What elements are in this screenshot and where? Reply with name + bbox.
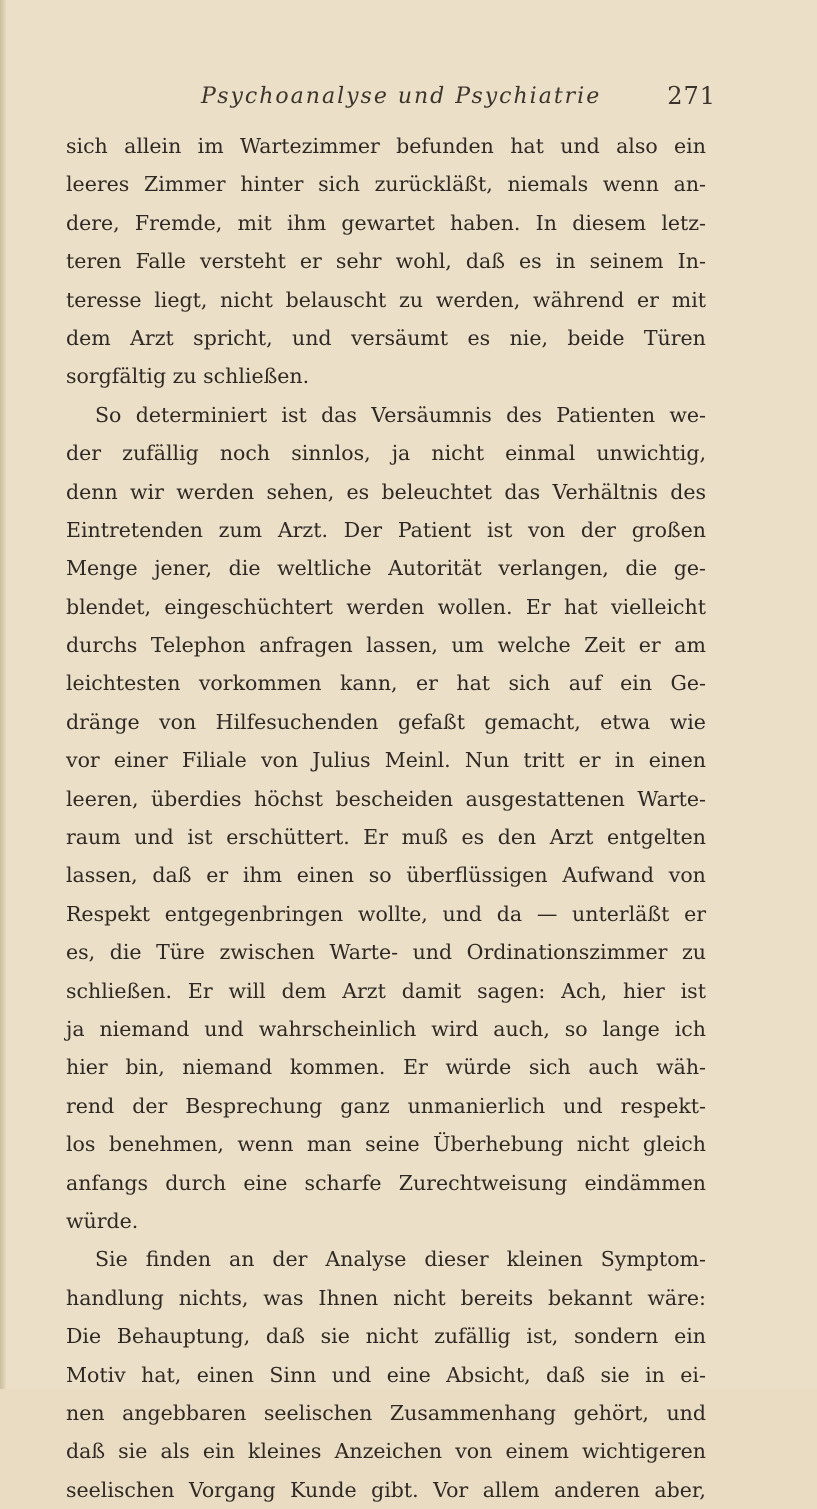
text-line: lassen, daß er ihm einen so überflüssigen Aufwand von: [66, 863, 706, 888]
text-line: durchs Telephon anfragen lassen, um welche Zeit er am: [66, 633, 706, 658]
text-line: dem Arzt spricht, und versäumt es nie, beide Türen: [66, 325, 706, 350]
text-line: leeres Zimmer hinter sich zurückläßt, niemals wenn an-: [66, 172, 706, 197]
page-number: 271: [667, 82, 716, 110]
text-line: sorgfältig zu schließen.: [66, 364, 310, 389]
text-line: Sie finden an der Analyse dieser kleinen Symptom-: [95, 1247, 706, 1272]
text-line: denn wir werden sehen, es beleuchtet das Verhältnis des: [66, 479, 706, 504]
running-head: Psychoanalyse und Psychiatrie: [201, 84, 602, 109]
text-line: schließen. Er will dem Arzt damit sagen: Ach, hier ist: [66, 978, 706, 1003]
text-line: sich allein im Wartezimmer befunden hat und also ein: [66, 134, 706, 158]
text-line: Respekt entgegenbringen wollte, und da — unterläßt er: [66, 901, 706, 926]
text-line: Eintretenden zum Arzt. Der Patient ist von der großen: [66, 517, 706, 542]
text-line: würde.: [66, 1208, 139, 1233]
text-line: ja niemand und wahrscheinlich wird auch, so lange ich: [66, 1016, 706, 1041]
text-line: vor einer Filiale von Julius Meinl. Nun tritt er in einen: [66, 748, 706, 773]
text-line: es, die Türe zwischen Warte- und Ordinationszimmer zu: [66, 940, 706, 965]
text-line: rend der Besprechung ganz unmanierlich und respekt-: [66, 1093, 706, 1118]
text-line: daß sie als ein kleines Anzeichen von einem wichtigeren: [66, 1439, 706, 1464]
text-line: teresse liegt, nicht belauscht zu werden, während er mit: [66, 287, 706, 312]
text-line: raum und ist erschüttert. Er muß es den Arzt entgelten: [66, 825, 706, 850]
text-line: So determiniert ist das Versäumnis des Patienten we-: [95, 402, 706, 427]
text-line: dränge von Hilfesuchenden gefaßt gemacht, etwa wie: [66, 709, 706, 734]
text-line: seelischen Vorgang Kunde gibt. Vor allem anderen aber,: [66, 1477, 706, 1502]
text-line: nen angebbaren seelischen Zusammenhang gehört, und: [66, 1400, 706, 1425]
text-line: leichtesten vorkommen kann, er hat sich auf ein Ge-: [66, 671, 706, 696]
text-line: teren Falle versteht er sehr wohl, daß es in seinem In-: [66, 249, 706, 274]
text-line: anfangs durch eine scharfe Zurechtweisung eindämmen: [66, 1170, 706, 1195]
text-line: blendet, eingeschüchtert werden wollen. Er hat vielleicht: [66, 594, 706, 619]
page-header: [66, 82, 716, 122]
text-line: Die Behauptung, daß sie nicht zufällig ist, sondern ein: [66, 1324, 706, 1349]
text-line: los benehmen, wenn man seine Überhebung nicht gleich: [66, 1132, 706, 1157]
body-text: [66, 127, 706, 1509]
page-edge-shadow: [0, 0, 6, 1389]
text-line: der zufällig noch sinnlos, ja nicht einmal unwichtig,: [66, 441, 706, 466]
text-line: handlung nichts, was Ihnen nicht bereits bekannt wäre:: [66, 1285, 706, 1310]
text-line: dere, Fremde, mit ihm gewartet haben. In diesem letz-: [66, 210, 706, 235]
text-line: leeren, überdies höchst bescheiden ausgestattenen Warte-: [66, 786, 706, 811]
text-line: Menge jener, die weltliche Autorität verlangen, die ge-: [66, 556, 706, 581]
text-line: hier bin, niemand kommen. Er würde sich auch wäh-: [66, 1055, 706, 1080]
text-line: Motiv hat, einen Sinn und eine Absicht, daß sie in ei-: [66, 1362, 706, 1387]
